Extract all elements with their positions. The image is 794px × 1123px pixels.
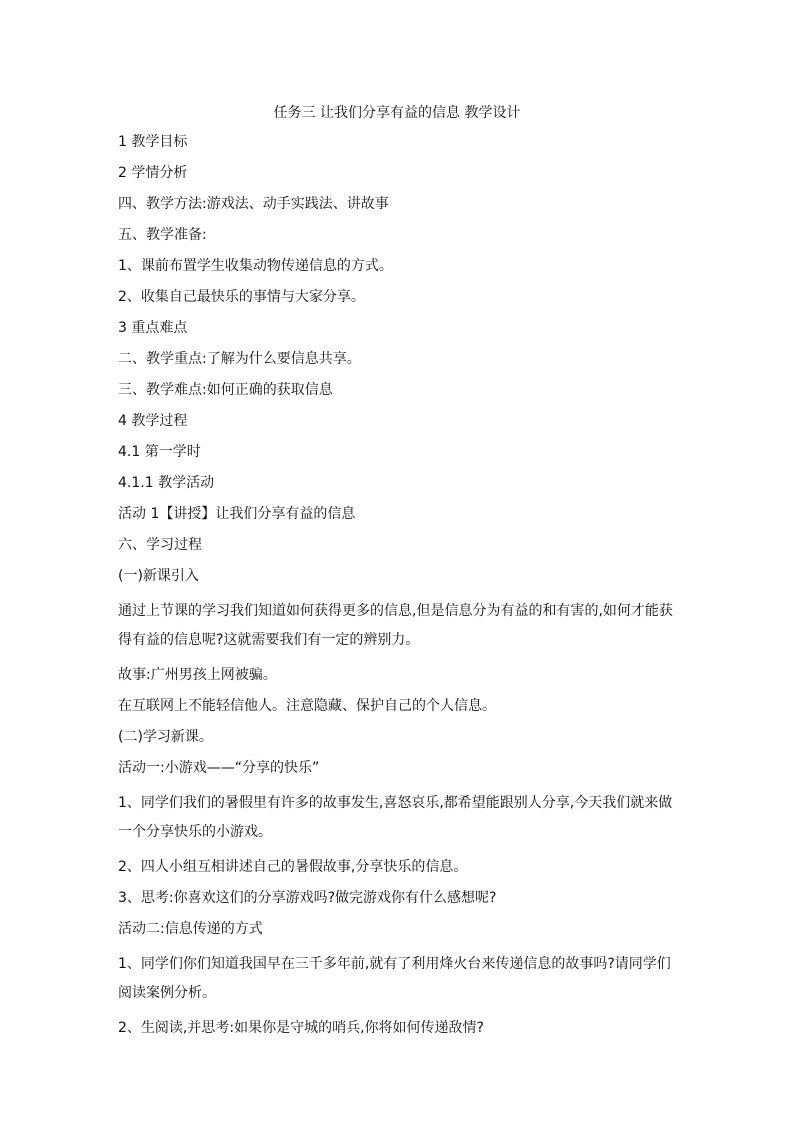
- text-line: 2、四人小组互相讲述自己的暑假故事,分享快乐的信息。: [118, 859, 468, 875]
- text-line: 3、思考:你喜欢这们的分享游戏吗?做完游戏你有什么感想呢?: [118, 890, 497, 906]
- document-body: [118, 132, 678, 1049]
- text-line: 二、教学重点:了解为什么要信息共享。: [118, 351, 361, 367]
- text-line: 六、学习过程: [118, 537, 202, 553]
- text-line: 四、教学方法:游戏法、动手实践法、讲故事: [118, 196, 389, 212]
- text-line: 故事:广州男孩上网被骗。: [118, 667, 277, 683]
- text-line: 2、收集自己最快乐的事情与大家分享。: [118, 289, 365, 305]
- paragraph: 通过上节课的学习我们知道如何获得更多的信息,但是信息分为有益的和有害的,如何才能获得有益的信息呢?这就需要我们有一定的辨别力。: [118, 603, 673, 648]
- paragraph: 1、同学们你们知道我国早在三千多年前,就有了利用烽火台来传递信息的故事吗?请同学们阅读案例分析。: [118, 956, 671, 1001]
- text-line: (二)学习新课。: [118, 729, 213, 745]
- paragraph: 1、同学们我们的暑假里有许多的故事发生,喜怒哀乐,都希望能跟别人分享,今天我们就来做一个分享快乐的小游戏。: [118, 795, 673, 840]
- text-line: 2、生阅读,并思考:如果你是守城的哨兵,你将如何传递敌情?: [118, 1020, 484, 1036]
- document-title: 任务三 让我们分享有益的信息 教学设计: [273, 105, 521, 121]
- text-line: 三、教学难点:如何正确的获取信息: [118, 382, 333, 398]
- activity-heading: 活动 1【讲授】让我们分享有益的信息: [118, 506, 356, 522]
- activity-heading: 活动一:小游戏——“分享的快乐”: [118, 760, 320, 776]
- text-line: 1、课前布置学生收集动物传递信息的方式。: [118, 258, 393, 274]
- text-line: 在互联网上不能轻信他人。注意隐藏、保护自己的个人信息。: [118, 698, 496, 714]
- section-heading: 4 教学过程: [118, 413, 188, 429]
- activity-heading: 活动二:信息传递的方式: [118, 921, 263, 937]
- subsection-heading: 4.1.1 教学活动: [118, 475, 215, 491]
- section-heading: 1 教学目标: [118, 134, 188, 150]
- text-line: (一)新课引入: [118, 568, 199, 584]
- text-line: 五、教学准备:: [118, 227, 207, 243]
- subsection-heading: 4.1 第一学时: [118, 444, 201, 460]
- section-heading: 3 重点难点: [118, 320, 188, 336]
- section-heading: 2 学情分析: [118, 165, 188, 181]
